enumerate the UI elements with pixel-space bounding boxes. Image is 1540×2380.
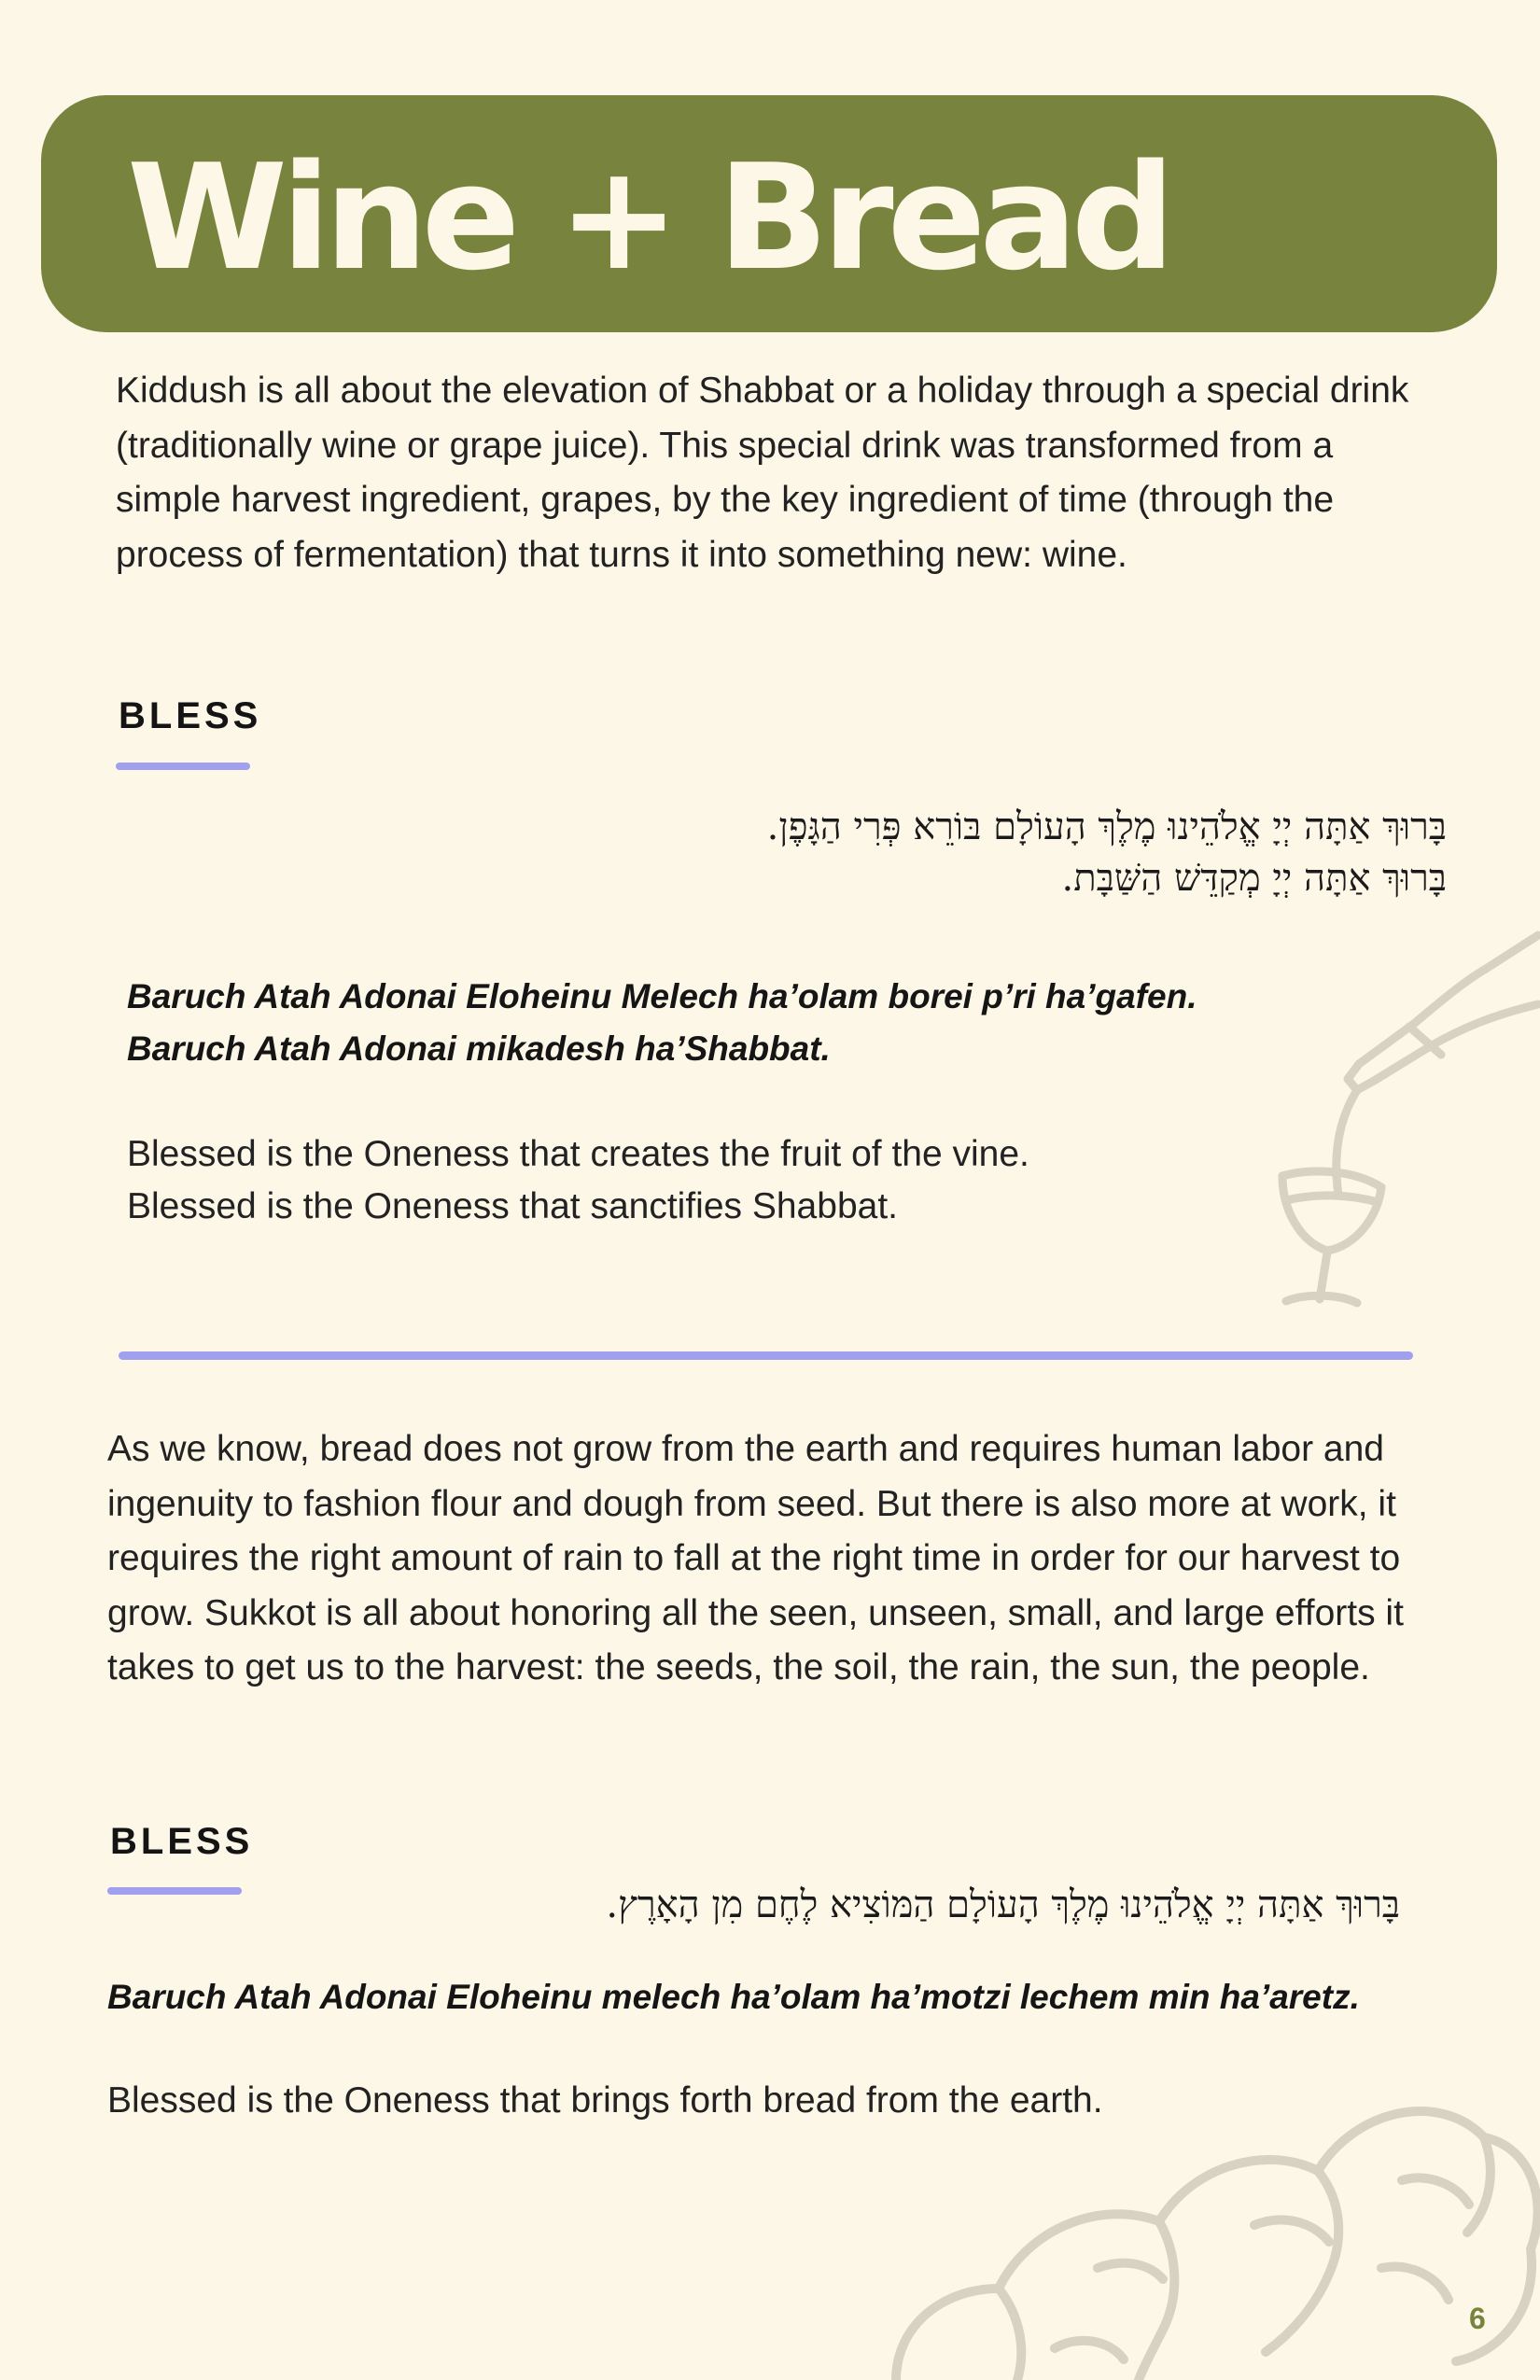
wine-english-line-1: Blessed is the Oneness that creates the fruit of the vine. (127, 1134, 1029, 1174)
wine-bless-underline (116, 763, 250, 770)
bread-bless-underline (107, 1887, 242, 1895)
section-divider (119, 1351, 1413, 1360)
bread-english: Blessed is the Oneness that brings forth bread from the earth. (107, 2080, 1103, 2121)
wine-bottle-pouring-glass-icon (1241, 924, 1540, 1316)
challah-bread-icon (877, 2035, 1540, 2380)
bread-bless-label: BLESS (110, 1821, 254, 1862)
wine-hebrew-line-2: בָּרוּךְ אַתָּה יְיָ מְקַדֵּשׁ הַשַּׁבָּת. (1061, 857, 1447, 900)
page-number: 6 (1469, 2302, 1486, 2335)
wine-bless-label: BLESS (119, 695, 262, 736)
wine-hebrew-line-1: בָּרוּךְ אַתָּה יְיָ אֱלֹהֵינוּ מֶלֶךְ הָעוֹלָם בּוֹרֵא פְּרִי הַגָּפֶן. (766, 805, 1447, 848)
wine-transliteration-line-2: Baruch Atah Adonai mikadesh ha’Shabbat. (127, 1029, 831, 1068)
wine-intro-paragraph: Kiddush is all about the elevation of Shabbat or a holiday through a special drink (traditionally wine or grape juice). This special drink was transformed from a simple harvest ingredient, grapes, by the key ingredient of time (through the process of fermentation) that turns it into something new: wine. (116, 371, 1409, 575)
bread-hebrew-line: בָּרוּךְ אַתָּה יְיָ אֱלֹהֵינוּ מֶלֶךְ הָעוֹלָם הַמּוֹצִיא לֶחֶם מִן הָאָרֶץ. (606, 1883, 1400, 1926)
bread-transliteration: Baruch Atah Adonai Eloheinu melech ha’olam ha’motzi lechem min ha’aretz. (107, 1978, 1360, 2016)
wine-english-line-2: Blessed is the Oneness that sanctifies Shabbat. (127, 1186, 898, 1226)
page-title: Wine + Bread (127, 133, 1169, 302)
wine-transliteration-line-1: Baruch Atah Adonai Eloheinu Melech ha’olam borei p’ri ha’gafen. (127, 977, 1197, 1015)
bread-intro-paragraph: As we know, bread does not grow from the earth and requires human labor and ingenuity to fashion flour and dough from seed. But there is also more at work, it requires the right amount of rain to fall at the right time in order for our harvest to grow. Sukkot is all about honoring all the seen, unseen, small, and large efforts it takes to get us to the harvest: the seeds, the soil, the rain, the sun, the people. (107, 1429, 1404, 1687)
